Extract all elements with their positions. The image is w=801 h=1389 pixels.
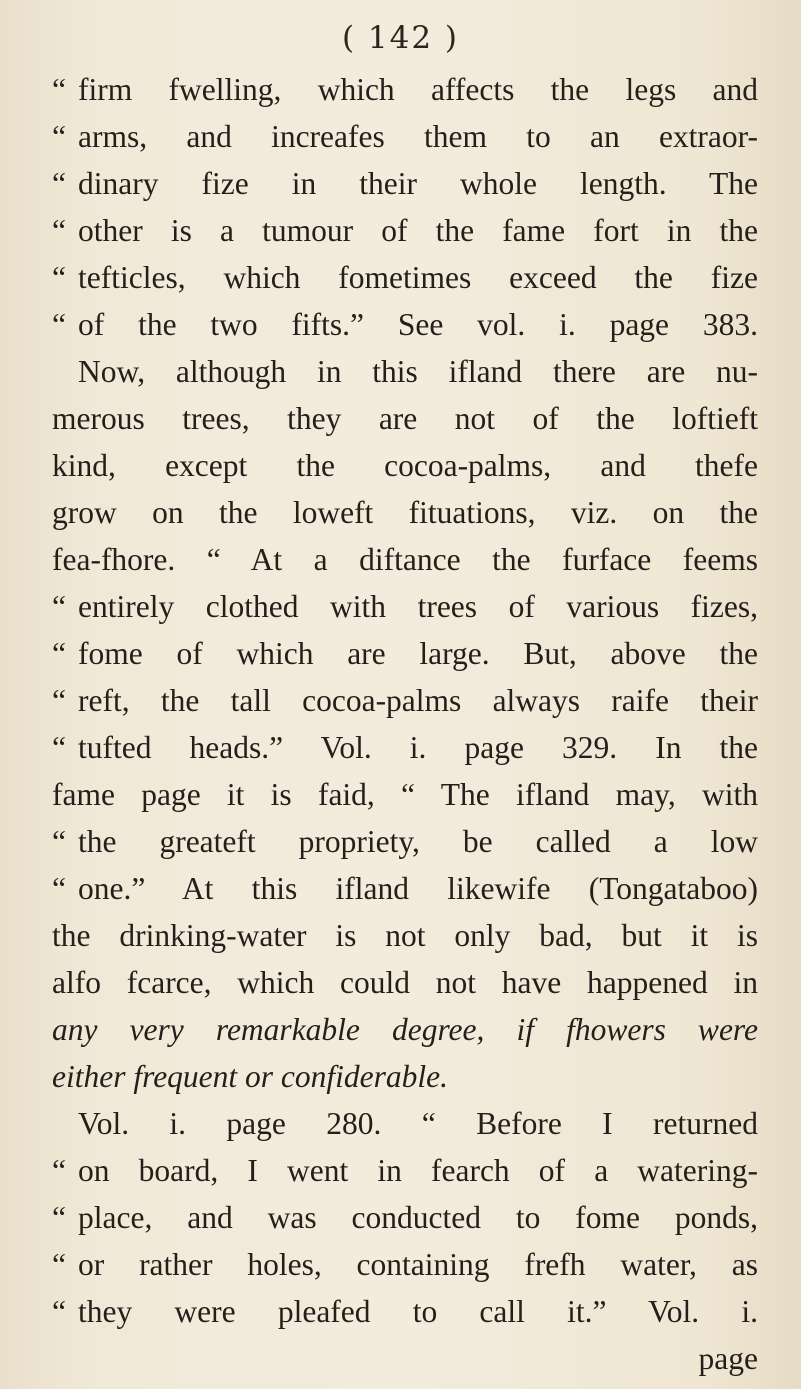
line-text: grow on the loweft fituations, viz. on the xyxy=(52,495,758,530)
line-text: the greateft propriety, be called a low xyxy=(78,824,758,859)
quote-mark: “ xyxy=(52,636,66,671)
text-line xyxy=(52,583,758,630)
quote-mark: “ xyxy=(52,72,66,107)
catchword: page xyxy=(698,1341,758,1376)
body-text xyxy=(52,66,758,1382)
quote-mark: “ xyxy=(52,1294,66,1329)
line-text: one.” At this ifland likewife (Tongataboo) xyxy=(78,871,758,906)
line-text: tefticles, which fometimes exceed the fize xyxy=(78,260,758,295)
text-line xyxy=(52,301,758,348)
line-text: reft, the tall cocoa-palms always raife their xyxy=(78,683,758,718)
line-text: or rather holes, containing frefh water, as xyxy=(78,1247,758,1282)
text-line xyxy=(52,1194,758,1241)
text-line xyxy=(52,677,758,724)
text-line xyxy=(52,771,758,818)
line-text: fome of which are large. But, above the xyxy=(78,636,758,671)
line-text: the drinking-water is not only bad, but it is xyxy=(52,918,758,953)
line-text: kind, except the cocoa-palms, and thefe xyxy=(52,448,758,483)
text-line xyxy=(52,912,758,959)
quote-mark: “ xyxy=(52,871,66,906)
line-text: place, and was conducted to fome ponds, xyxy=(78,1200,758,1235)
text-line xyxy=(52,113,758,160)
line-text: fea-fhore. “ At a diftance the furface feems xyxy=(52,542,758,577)
text-line xyxy=(52,536,758,583)
text-line xyxy=(52,1147,758,1194)
line-text: merous trees, they are not of the loftieft xyxy=(52,401,758,436)
line-text: they were pleafed to call it.” Vol. i. xyxy=(78,1294,758,1329)
text-line xyxy=(52,1100,758,1147)
text-line xyxy=(52,1241,758,1288)
line-text: on board, I went in fearch of a watering- xyxy=(78,1153,758,1188)
quote-mark: “ xyxy=(52,307,66,342)
quote-mark: “ xyxy=(52,166,66,201)
quote-mark: “ xyxy=(52,683,66,718)
line-text: of the two fifts.” See vol. i. page 383. xyxy=(78,307,758,342)
line-text: Now, although in this ifland there are nu- xyxy=(78,354,758,389)
text-line xyxy=(52,630,758,677)
line-text: other is a tumour of the fame fort in the xyxy=(78,213,758,248)
quote-mark: “ xyxy=(52,1200,66,1235)
text-line xyxy=(52,395,758,442)
line-text: tufted heads.” Vol. i. page 329. In the xyxy=(78,730,758,765)
text-line xyxy=(52,348,758,395)
quote-mark: “ xyxy=(52,824,66,859)
text-line xyxy=(52,442,758,489)
line-text: alfo fcarce, which could not have happened in xyxy=(52,965,758,1000)
text-line xyxy=(52,1053,758,1100)
line-text: either frequent or confiderable. xyxy=(52,1059,448,1094)
quote-mark: “ xyxy=(52,119,66,154)
text-line xyxy=(52,489,758,536)
page-number: ( 142 ) xyxy=(341,20,460,56)
text-line xyxy=(52,1006,758,1053)
quote-mark: “ xyxy=(52,589,66,624)
line-text: arms, and increafes them to an extraor- xyxy=(78,119,758,154)
text-line xyxy=(52,1288,758,1335)
line-text: firm fwelling, which affects the legs and xyxy=(78,72,758,107)
quote-mark: “ xyxy=(52,1247,66,1282)
line-text: entirely clothed with trees of various fizes, xyxy=(78,589,758,624)
quote-mark: “ xyxy=(52,1153,66,1188)
line-text: any very remarkable degree, if fhowers were xyxy=(52,1012,758,1047)
text-line xyxy=(52,818,758,865)
line-text: fame page it is faid, “ The ifland may, with xyxy=(52,777,758,812)
quote-mark: “ xyxy=(52,213,66,248)
text-line xyxy=(52,959,758,1006)
quote-mark: “ xyxy=(52,260,66,295)
text-line xyxy=(52,865,758,912)
text-line xyxy=(52,160,758,207)
text-line xyxy=(52,254,758,301)
text-line xyxy=(52,207,758,254)
line-text: dinary fize in their whole length. The xyxy=(78,166,758,201)
quote-mark: “ xyxy=(52,730,66,765)
text-line xyxy=(52,724,758,771)
text-line xyxy=(52,66,758,113)
line-text: Vol. i. page 280. “ Before I returned xyxy=(78,1106,758,1141)
